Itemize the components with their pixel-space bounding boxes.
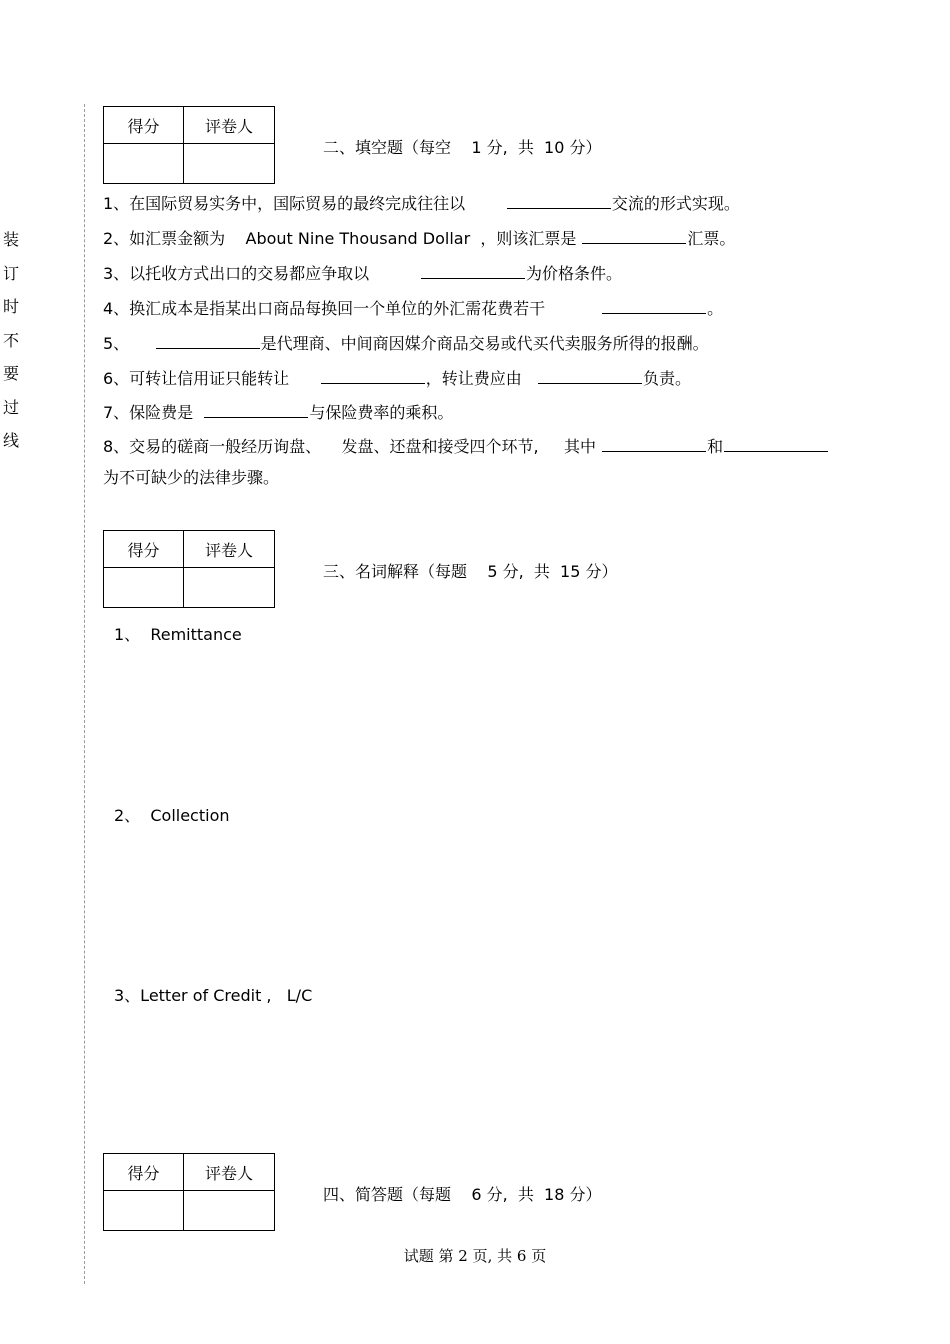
binding-char: 订 [2, 263, 19, 283]
question-8-continued: 为不可缺少的法律步骤。 [103, 468, 280, 487]
answer-blank[interactable] [421, 263, 525, 279]
question-text: 负责。 [642, 369, 691, 388]
score-table-section4 [103, 1153, 275, 1231]
question-text: 交流的形式实现。 [611, 194, 740, 213]
binding-char: 过 [2, 397, 19, 417]
question-text: 和 [707, 437, 724, 456]
question-text: 与保险费率的乘积。 [309, 403, 454, 422]
grader-cell[interactable] [184, 568, 275, 608]
binding-char: 时 [2, 297, 19, 316]
question-text: 1、在国际贸易实务中，国际贸易的最终完成往往以 [103, 194, 466, 213]
grader-cell[interactable] [184, 1191, 275, 1231]
answer-blank[interactable] [538, 368, 642, 384]
binding-char: 不 [2, 330, 19, 350]
question-text: 7、保险费是 [103, 403, 194, 422]
question-text: 8、交易的磋商一般经历询盘、 发盘、还盘和接受四个环节, 其中 [103, 437, 597, 456]
grader-header: 评卷人 [184, 1154, 275, 1191]
question-text: 3、以托收方式出口的交易都应争取以 [103, 264, 370, 283]
answer-blank[interactable] [156, 333, 260, 349]
binding-char: 要 [2, 364, 19, 383]
question-4 [103, 298, 723, 319]
score-cell[interactable] [104, 144, 184, 184]
score-table-section3 [103, 530, 275, 608]
definition-item-collection: 2、 Collection [114, 806, 230, 825]
binding-dashed-line [84, 104, 85, 1284]
binding-char: 装 [2, 230, 19, 249]
binding-margin-text [2, 230, 20, 465]
definition-item-remittance: 1、 Remittance [114, 625, 242, 644]
definition-item-letter-of-credit: 3、Letter of Credit , L/C [114, 986, 313, 1005]
question-text: ，转让费应由 [425, 369, 522, 388]
question-2 [103, 228, 735, 249]
score-header: 得分 [104, 1154, 184, 1191]
answer-blank[interactable] [602, 436, 706, 452]
question-1 [103, 193, 740, 214]
grader-header: 评卷人 [184, 107, 275, 144]
question-text: 是代理商、中间商因媒介商品交易或代买代卖服务所得的报酬。 [260, 334, 709, 353]
answer-blank[interactable] [321, 368, 425, 384]
answer-blank[interactable] [582, 228, 686, 244]
question-5 [103, 333, 709, 354]
section3-title: 三、名词解释（每题 5 分, 共 15 分） [323, 562, 618, 581]
score-header: 得分 [104, 531, 184, 568]
question-text: 2、如汇票金额为 About Nine Thousand Dollar ，则该汇票是 [103, 229, 577, 248]
question-text: 为价格条件。 [526, 264, 623, 283]
question-text: 4、换汇成本是指某出口商品每换回一个单位的外汇需花费若干 [103, 299, 546, 318]
question-6 [103, 368, 691, 389]
question-text: 。 [707, 299, 724, 318]
score-cell[interactable] [104, 568, 184, 608]
answer-blank[interactable] [204, 402, 308, 418]
question-7 [103, 402, 453, 423]
score-header: 得分 [104, 107, 184, 144]
section2-title: 二、填空题（每空 1 分, 共 10 分） [323, 138, 602, 157]
question-text: 汇票。 [687, 229, 736, 248]
section4-title: 四、简答题（每题 6 分, 共 18 分） [323, 1185, 602, 1204]
binding-char: 线 [2, 431, 19, 450]
question-text: 5、 [103, 334, 130, 353]
question-8 [103, 436, 829, 457]
question-3 [103, 263, 622, 284]
question-text: 6、可转让信用证只能转让 [103, 369, 290, 388]
page-footer: 试题 第 2 页, 共 6 页 [403, 1247, 547, 1265]
grader-header: 评卷人 [184, 531, 275, 568]
grader-cell[interactable] [184, 144, 275, 184]
score-table-section2 [103, 106, 275, 184]
answer-blank[interactable] [602, 298, 706, 314]
score-cell[interactable] [104, 1191, 184, 1231]
answer-blank[interactable] [507, 193, 611, 209]
answer-blank[interactable] [724, 436, 828, 452]
